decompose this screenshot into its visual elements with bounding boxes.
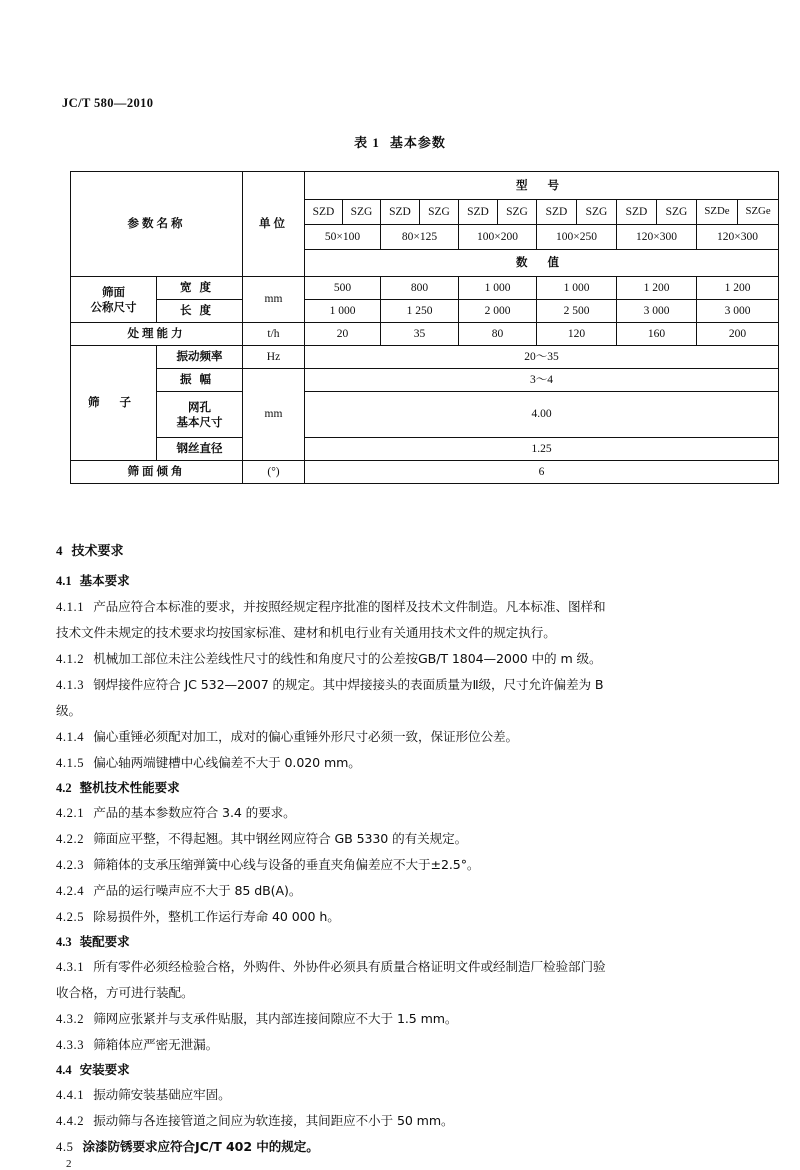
row-group-label-screen: 筛 子 — [71, 346, 157, 461]
cell-value: 80 — [459, 323, 537, 346]
paragraph-4-3-3: 4.3.3 筛箱体应严密无泄漏。 — [56, 1037, 219, 1052]
page-number: 2 — [66, 1158, 72, 1170]
row-label-capacity: 处理能力 — [71, 323, 243, 346]
paragraph-4-5: 4.5 涂漆防锈要求应符合JC/T 402 中的规定。 — [56, 1139, 319, 1154]
model-code-cell: SZG — [657, 200, 697, 225]
cell-value: 1 000 — [537, 277, 617, 300]
row-unit: (°) — [243, 461, 305, 484]
cell-value: 1 000 — [305, 300, 381, 323]
table-caption — [0, 132, 800, 151]
paragraph-4-2-1: 4.2.1 产品的基本参数应符合 3.4 的要求。 — [56, 805, 296, 820]
model-size-cell: 120×300 — [697, 225, 779, 250]
row-sub-label-vibration-frequency: 振动频率 — [157, 346, 243, 369]
model-code-cell: SZDe — [697, 200, 738, 225]
cell-value: 1 250 — [381, 300, 459, 323]
cell-value: 500 — [305, 277, 381, 300]
cell-value: 1.25 — [305, 438, 779, 461]
row-unit: t/h — [243, 323, 305, 346]
table-row — [71, 461, 779, 484]
row-unit: mm — [243, 369, 305, 461]
table-row — [71, 277, 779, 300]
cell-value: 3～4 — [305, 369, 779, 392]
cell-value: 20～35 — [305, 346, 779, 369]
model-code-cell: SZG — [343, 200, 381, 225]
paragraph-4-1-2: 4.1.2 机械加工部位未注公差线性尺寸的线性和角度尺寸的公差按GB/T 1804—2000 中的 m 级。 — [56, 651, 602, 666]
table-header-row-model-group — [71, 172, 779, 200]
model-code-cell: SZG — [577, 200, 617, 225]
model-size-cell: 100×250 — [537, 225, 617, 250]
paragraph-4-2-5: 4.2.5 除易损件外，整机工作运行寿命 40 000 h。 — [56, 909, 340, 924]
model-size-cell: 120×300 — [617, 225, 697, 250]
model-code-cell: SZD — [305, 200, 343, 225]
row-unit: mm — [243, 277, 305, 323]
paragraph-4-2-3: 4.2.3 筛箱体的支承压缩弹簧中心线与设备的垂直夹角偏差应不大于±2.5°。 — [56, 857, 480, 872]
paragraph-4-3-1: 4.3.1 所有零件必须经检验合格，外购件、外协件必须具有质量合格证明文件或经制造厂检验部门验 — [56, 959, 606, 974]
model-code-cell: SZD — [537, 200, 577, 225]
cell-value: 2 000 — [459, 300, 537, 323]
row-group-label-screen-nominal-size: 筛面 公称尺寸 — [71, 277, 157, 323]
model-code-cell: SZGe — [738, 200, 779, 225]
model-code-cell: SZD — [459, 200, 498, 225]
standard-number: JC/T 580—2010 — [62, 96, 154, 110]
table-row — [71, 346, 779, 369]
table-row — [71, 369, 779, 392]
cell-value: 1 200 — [617, 277, 697, 300]
paragraph-4-4-2: 4.4.2 振动筛与各连接管道之间应为软连接，其间距应不小于 50 mm。 — [56, 1113, 454, 1128]
paragraph-4-3-2: 4.3.2 筛网应张紧并与支承件贴服，其内部连接间隙应不大于 1.5 mm。 — [56, 1011, 458, 1026]
cell-value: 200 — [697, 323, 779, 346]
cell-value: 2 500 — [537, 300, 617, 323]
row-sub-label-width: 宽度 — [157, 277, 243, 300]
cell-value: 120 — [537, 323, 617, 346]
section-heading-4-2: 4.2 整机技术性能要求 — [56, 780, 180, 795]
table-row — [71, 300, 779, 323]
header-model-group: 型 号 — [305, 172, 779, 200]
model-code-cell: SZG — [420, 200, 459, 225]
table-caption-title: 基本参数 — [389, 135, 446, 150]
cell-value: 4.00 — [305, 392, 779, 438]
section-heading-4-4: 4.4 安装要求 — [56, 1062, 130, 1077]
section-heading-4-1: 4.1 基本要求 — [56, 573, 130, 588]
section-heading-4: 4 技术要求 — [56, 543, 124, 559]
paragraph-4-2-2: 4.2.2 筛面应平整，不得起翘。其中钢丝网应符合 GB 5330 的有关规定。 — [56, 831, 468, 846]
model-code-cell: SZG — [498, 200, 537, 225]
row-sub-label-length: 长度 — [157, 300, 243, 323]
paragraph-4-1-1-cont: 技术文件未规定的技术要求均按国家标准、建材和机电行业有关通用技术文件的规定执行。 — [56, 625, 556, 640]
row-label-screen-incline-angle: 筛面倾角 — [71, 461, 243, 484]
cell-value: 1 200 — [697, 277, 779, 300]
basic-parameters-table — [70, 171, 771, 484]
row-unit: Hz — [243, 346, 305, 369]
cell-value: 35 — [381, 323, 459, 346]
cell-value: 160 — [617, 323, 697, 346]
cell-value: 800 — [381, 277, 459, 300]
paragraph-4-1-5: 4.1.5 偏心轴两端键槽中心线偏差不大于 0.020 mm。 — [56, 755, 361, 770]
paragraph-4-1-3-cont: 级。 — [56, 703, 81, 718]
model-code-cell: SZD — [617, 200, 657, 225]
table-row — [71, 438, 779, 461]
paragraph-4-1-4: 4.1.4 偏心重锤必须配对加工，成对的偏心重锤外形尺寸必须一致，保证形位公差。 — [56, 729, 518, 744]
model-size-cell: 100×200 — [459, 225, 537, 250]
paragraph-4-1-1: 4.1.1 产品应符合本标准的要求，并按照经规定程序批准的图样及技术文件制造。凡本标准、图样和 — [56, 599, 606, 614]
cell-value: 20 — [305, 323, 381, 346]
paragraph-4-3-1-cont: 收合格，方可进行装配。 — [56, 985, 194, 1000]
model-size-cell: 50×100 — [305, 225, 381, 250]
paragraph-4-2-4: 4.2.4 产品的运行噪声应不大于 85 dB(A)。 — [56, 883, 302, 898]
paragraph-4-4-1: 4.4.1 振动筛安装基础应牢固。 — [56, 1087, 231, 1102]
table-row — [71, 323, 779, 346]
cell-value: 3 000 — [617, 300, 697, 323]
cell-value: 3 000 — [697, 300, 779, 323]
row-sub-label-wire-diameter: 钢丝直径 — [157, 438, 243, 461]
table-caption-label: 表 1 — [354, 135, 380, 150]
header-param-name: 参数名称 — [71, 172, 243, 277]
table-row — [71, 392, 779, 438]
paragraph-4-1-3: 4.1.3 钢焊接件应符合 JC 532—2007 的规定。其中焊接接头的表面质量为Ⅱ级，尺寸允许偏差为 B — [56, 677, 604, 692]
model-code-cell: SZD — [381, 200, 420, 225]
row-sub-label-amplitude: 振幅 — [157, 369, 243, 392]
row-sub-label-mesh-basic-size: 网孔 基本尺寸 — [157, 392, 243, 438]
model-size-cell: 80×125 — [381, 225, 459, 250]
section-heading-4-3: 4.3 装配要求 — [56, 934, 130, 949]
cell-value: 1 000 — [459, 277, 537, 300]
cell-value: 6 — [305, 461, 779, 484]
header-unit: 单位 — [243, 172, 305, 277]
header-value-group: 数 值 — [305, 250, 779, 277]
